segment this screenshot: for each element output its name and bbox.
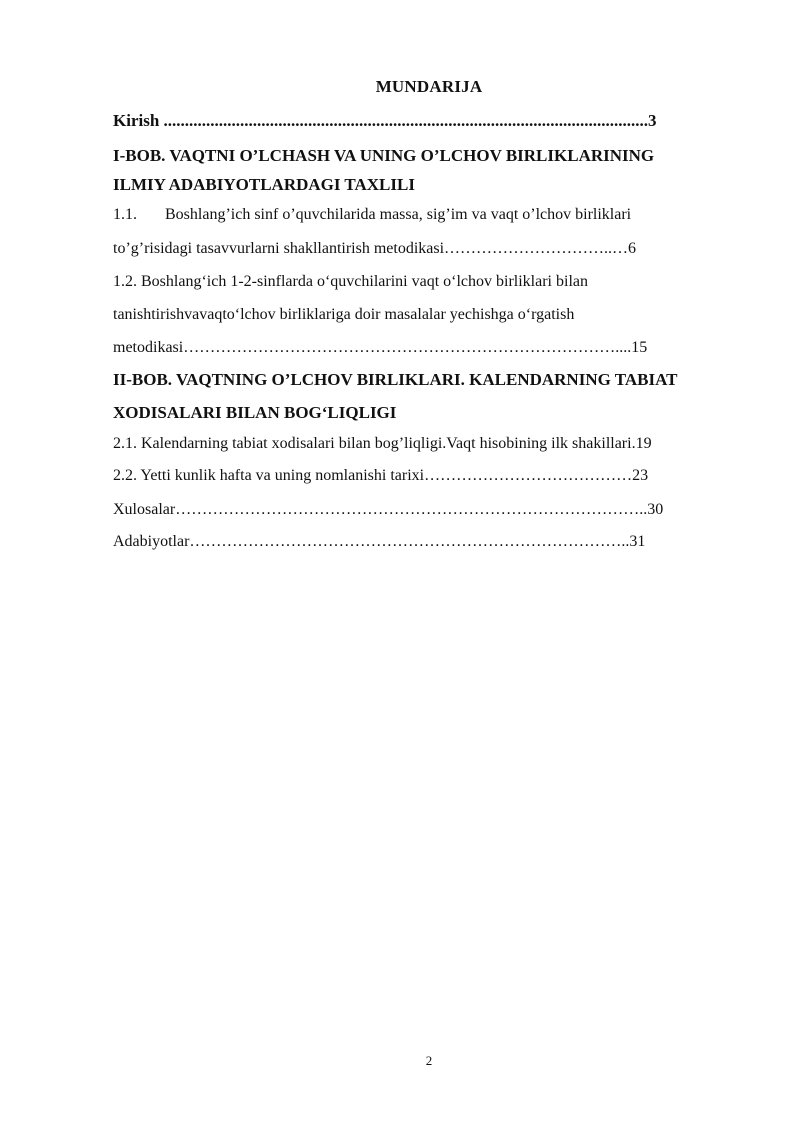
page-title: MUNDARIJA bbox=[375, 77, 483, 96]
toc-section-1-2-line-1: 1.2. Boshlangʻich 1-2-sinflarda oʻquvchilarini vaqt oʻlchov birliklari bilan bbox=[113, 273, 588, 290]
toc-section-1-2-line-2: tanishtirishvavaqtoʻlchov birliklariga doir masalalar yechishga oʻrgatish bbox=[113, 306, 575, 323]
toc-section-2-2: 2.2. Yetti kunlik hafta va uning nomlanishi tarixi…………………………………23 bbox=[113, 467, 649, 484]
toc-chapter-2-line-2: XODISALARI BILAN BOG‘LIQLIGI bbox=[113, 403, 397, 422]
toc-chapter-1-line-1: I-BOB. VAQTNI O’LCHASH VA UNING O’LCHOV BIRLIKLARINING bbox=[113, 146, 655, 165]
toc-section-1-1-title: Boshlang’ich sinf o’quvchilarida massa, sig’im va vaqt o’lchov birliklari bbox=[165, 206, 632, 223]
toc-entry-kirish: Kirish ..................................................................................................................3 bbox=[113, 111, 657, 130]
toc-section-1-2-line-3: metodikasi………………………………………………………………………....15 bbox=[113, 339, 648, 356]
page-number: 2 bbox=[425, 1053, 433, 1068]
toc-chapter-1-line-2: ILMIY ADABIYOTLARDAGI TAXLILI bbox=[113, 175, 415, 194]
toc-section-1-1-line-1 bbox=[113, 205, 631, 225]
toc-entry-xulosalar: Xulosalar……………………………………………………………………………..30 bbox=[113, 501, 664, 518]
toc-section-1-1-line-2: to’g’risidagi tasavvurlarni shakllantirish metodikasi…………………………..…6 bbox=[113, 240, 637, 257]
toc-chapter-2-line-1: II-BOB. VAQTNING O’LCHOV BIRLIKLARI. KALENDARNING TABIAT bbox=[113, 370, 678, 389]
toc-section-1-1-number: 1.1. bbox=[113, 206, 137, 223]
toc-section-2-1: 2.1. Kalendarning tabiat xodisalari bilan bog’liqligi.Vaqt hisobining ilk shakillari.19 bbox=[113, 435, 652, 452]
toc-entry-adabiyotlar: Adabiyotlar………………………………………………………………………..31 bbox=[113, 533, 646, 550]
